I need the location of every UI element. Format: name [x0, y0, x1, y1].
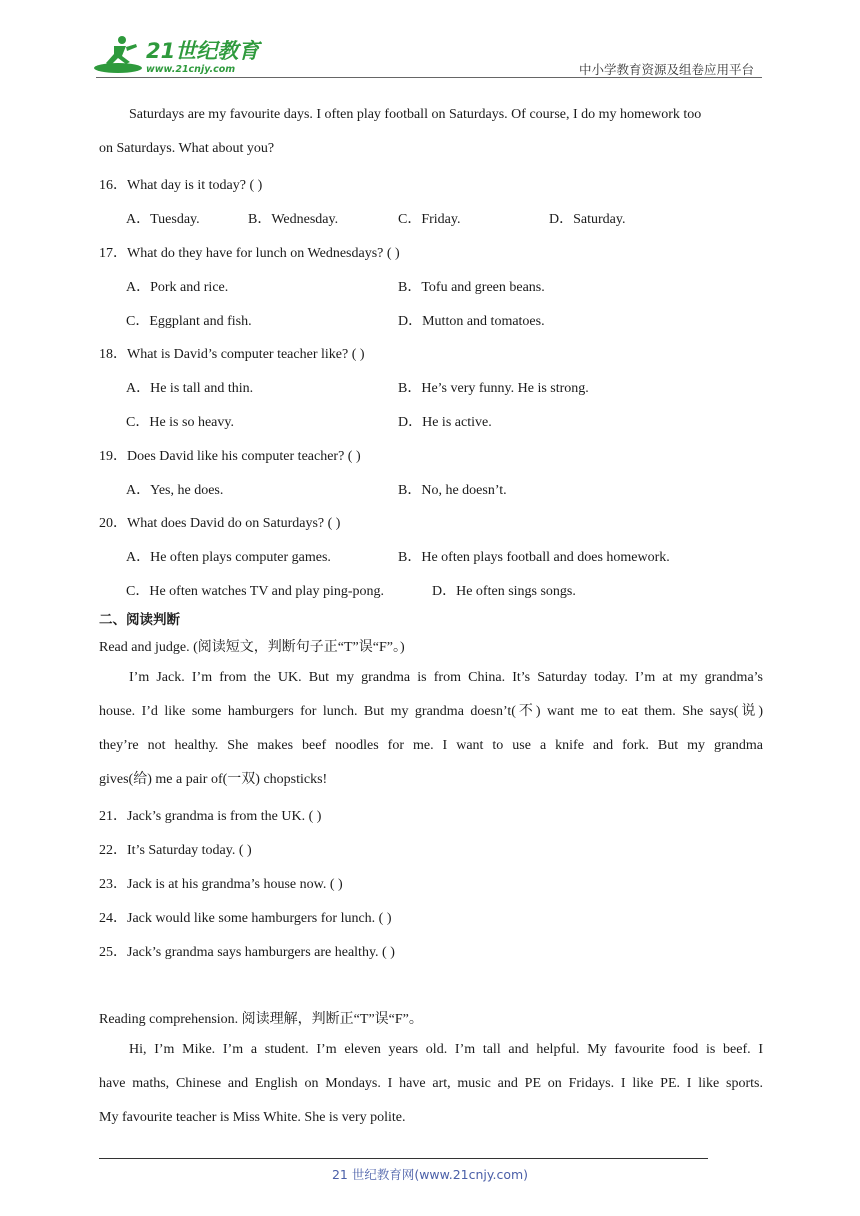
option-18-d: D．He is active.: [398, 415, 492, 430]
passage-2-line-4: gives(给) me a pair of(一双) chopsticks!: [99, 772, 328, 787]
section-2-instruction: Read and judge. (阅读短文，判断句子正“T”误“F”。): [99, 640, 405, 655]
passage-3-line-3: My favourite teacher is Miss White. She is very polite.: [99, 1110, 406, 1125]
runner-icon: [94, 36, 142, 73]
statement-24: [99, 907, 392, 927]
question-20: [99, 512, 340, 532]
option-20-a: A．He often plays computer games.: [126, 550, 331, 565]
option-17-d: D．Mutton and tomatoes.: [398, 314, 545, 329]
logo-text: 21世纪教育: [146, 39, 260, 63]
passage-2-line-1: I’m Jack. I’m from the UK. But my grandma is from China. It’s Saturday today. I’m at my grandma’s: [129, 670, 763, 685]
option-20-d: D．He often sings songs.: [432, 584, 576, 599]
option-20-b: B．He often plays football and does homework.: [398, 550, 670, 565]
passage-1-line-1: Saturdays are my favourite days. I often play football on Saturdays. Of course, I do my homework too: [129, 107, 702, 122]
question-18: [99, 343, 365, 363]
statement-text: Jack’s grandma is from the UK. ( ): [127, 809, 322, 824]
statement-21: [99, 805, 321, 825]
option-17-c: C．Eggplant and fish.: [126, 314, 252, 329]
question-number: 16．: [99, 178, 127, 193]
question-number: 20．: [99, 516, 127, 531]
statement-number: 24．: [99, 911, 127, 926]
passage-3-line-1: Hi, I’m Mike. I’m a student. I’m eleven years old. I’m tall and helpful. My favourite food is beef. I: [129, 1042, 763, 1057]
section-3-instruction: Reading comprehension. 阅读理解，判断正“T”误“F”。: [99, 1012, 423, 1027]
logo-url: www.21cnjy.com: [146, 64, 236, 75]
question-text: What does David do on Saturdays? ( ): [127, 516, 341, 531]
passage-1: [99, 98, 763, 166]
statement-25: [99, 941, 395, 961]
passage-2-line-2: house. I’d like some hamburgers for lunch. But my grandma doesn’t(不) want me to eat them. She says(说): [99, 704, 763, 719]
question-19: [99, 445, 361, 465]
statement-text: Jack’s grandma says hamburgers are healthy. ( ): [127, 945, 395, 960]
question-17: [99, 242, 400, 262]
option-17-a: A．Pork and rice.: [126, 280, 229, 295]
question-16: [99, 174, 262, 194]
statement-number: 22．: [99, 843, 127, 858]
option-17-b: B．Tofu and green beans.: [398, 280, 545, 295]
option-16-c: C．Friday.: [398, 212, 461, 227]
option-18-c: C．He is so heavy.: [126, 415, 234, 430]
option-19-a: A．Yes, he does.: [126, 483, 224, 498]
footer-site-link[interactable]: 21 世纪教育网(www.21cnjy.com): [331, 1167, 529, 1182]
option-20-c: C．He often watches TV and play ping-pong.: [126, 584, 385, 599]
footer-divider: [99, 1158, 708, 1159]
question-text: What day is it today? ( ): [127, 178, 263, 193]
statement-text: Jack is at his grandma’s house now. ( ): [127, 877, 343, 892]
option-18-a: A．He is tall and thin.: [126, 381, 254, 396]
section-2-title: 二、阅读判断: [99, 612, 180, 628]
statement-number: 23．: [99, 877, 127, 892]
header-divider: [96, 77, 762, 78]
option-16-a: A．Tuesday.: [126, 212, 200, 227]
passage-2: [99, 661, 763, 797]
statement-23: [99, 873, 343, 893]
statement-number: 21．: [99, 809, 127, 824]
option-16-b: B．Wednesday.: [248, 212, 339, 227]
question-text: What do they have for lunch on Wednesdays? ( ): [127, 246, 400, 261]
passage-2-line-3: they’re not healthy. She makes beef noodles for me. I want to use a knife and fork. But my grandma: [99, 738, 763, 753]
header-platform-name: 中小学教育资源及组卷应用平台: [578, 62, 754, 77]
site-logo: [92, 34, 262, 78]
statement-number: 25．: [99, 945, 127, 960]
option-19-b: B．No, he doesn’t.: [398, 483, 507, 498]
option-16-d: D．Saturday.: [549, 212, 626, 227]
statement-text: It’s Saturday today. ( ): [127, 843, 252, 858]
passage-3-line-2: have maths, Chinese and English on Mondays. I have art, music and PE on Fridays. I like PE. I like sports.: [99, 1076, 763, 1091]
question-number: 18．: [99, 347, 127, 362]
statement-text: Jack would like some hamburgers for lunch. ( ): [127, 911, 392, 926]
question-number: 19．: [99, 449, 127, 464]
passage-3: [99, 1033, 763, 1135]
question-text: Does David like his computer teacher? ( ): [127, 449, 361, 464]
statement-22: [99, 839, 252, 859]
option-18-b: B．He’s very funny. He is strong.: [398, 381, 589, 396]
question-text: What is David’s computer teacher like? ( ): [127, 347, 365, 362]
passage-1-line-2: on Saturdays. What about you?: [99, 141, 275, 156]
question-number: 17．: [99, 246, 127, 261]
